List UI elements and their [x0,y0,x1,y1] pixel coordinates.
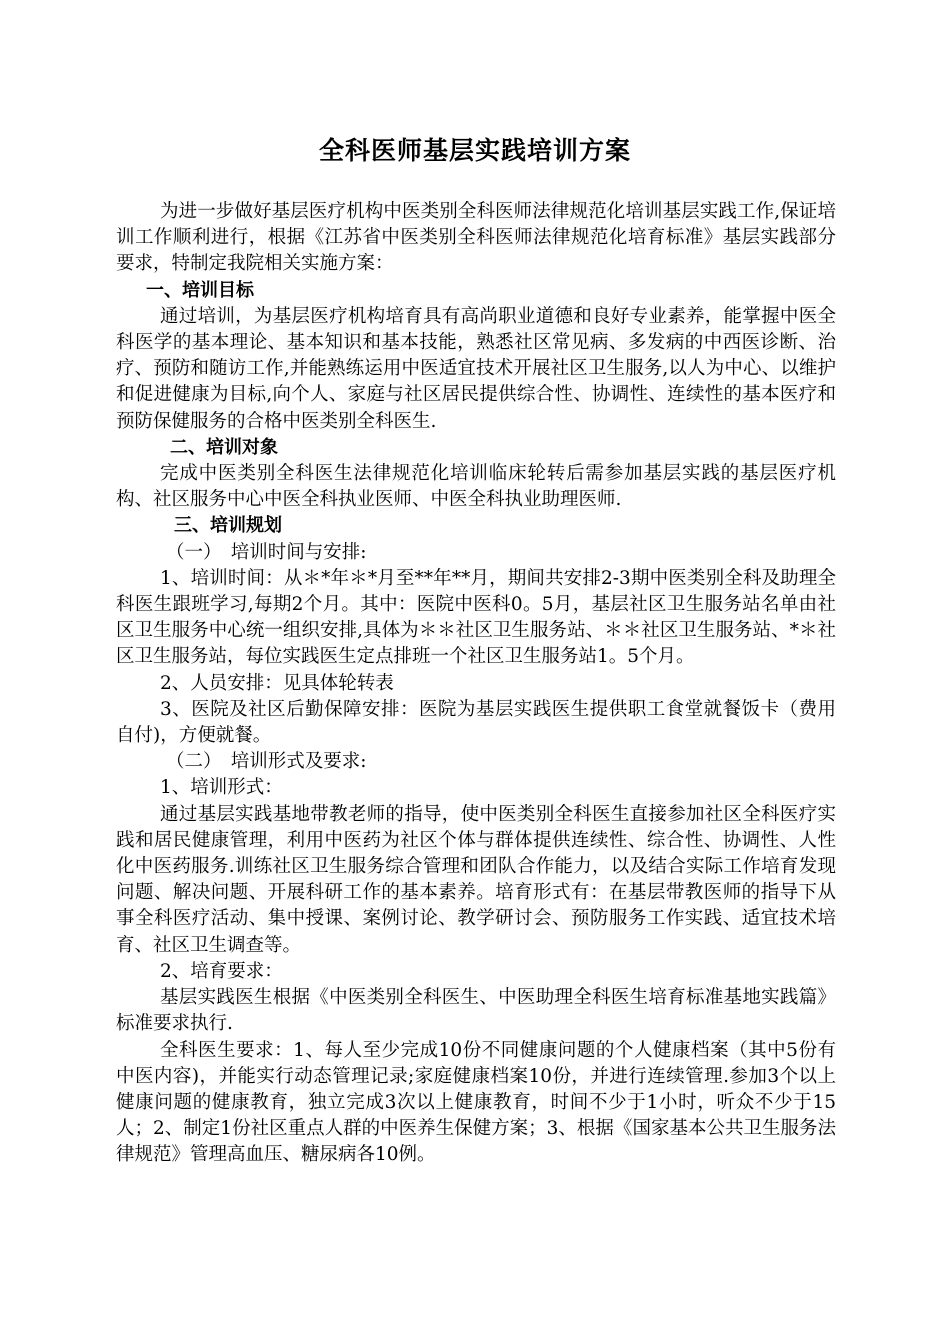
document-title: 全科医师基层实践培训方案 [318,136,631,165]
subsection-heading-schedule: （一） 培训时间与安排: [166,541,367,563]
document-body [116,199,836,1169]
intro-paragraph: 为进一步做好基层医疗机构中医类别全科医师法律规范化培训基层实践工作,保证培训工作顺利进行，根据《江苏省中医类别全科医师法律规范化培育标准》基层实践部分要求，特制定我院相关实施方案： [116,201,836,275]
requirements-paragraph: 基层实践医生根据《中医类别全科医生、中医助理全科医生培育标准基地实践篇》标准要求执行. [116,987,836,1035]
format-item-2-heading: 2、培育要求： [160,960,283,982]
schedule-item-2: 2、人员安排：见具体轮转表 [160,672,394,694]
subsection-heading-format: （二） 培训形式及要求: [166,751,367,773]
schedule-item-3: 3、医院及社区后勤保障安排：医院为基层实践医生提供职工食堂就餐饭卡（费用自付)，方便就餐。 [116,698,836,747]
gp-requirements-paragraph: 全科医生要求：1、每人至少完成10份不同健康问题的个人健康档案（其中5份有中医内容)，并能实行动态管理记录;家庭健康档案10份，并进行连续管理.参加3个以上健康问题的健康教育，独立完成3次以上健康教育，时间不少于1小时，听众不少于15人；2、制定1份社区重点人群的中医养生保健方案；3、根据《国家基本公共卫生服务法律规范》管理高血压、糖尿病各10例。 [116,1039,836,1166]
target-paragraph: 完成中医类别全科医生法律规范化培训临床轮转后需参加基层实践的基层医疗机构、社区服务中心中医全科执业医师、中医全科执业助理医师. [116,463,836,511]
format-item-1-heading: 1、培训形式： [160,777,283,799]
section-heading-target: 二、培训对象 [170,436,278,458]
format-paragraph: 通过基层实践基地带教老师的指导，使中医类别全科医生直接参加社区全科医疗实践和居民健康管理，利用中医药为社区个体与群体提供连续性、综合性、协调性、人性化中医药服务.训练社区卫生服务综合管理和团队合作能力，以及结合实际工作培育发现问题、解决问题、开展科研工作的基本素养。培育形式有：在基层带教医师的指导下从事全科医疗活动、集中授课、案例讨论、教学研讨会、预防服务工作实践、适宜技术培育、社区卫生调查等。 [116,803,836,956]
goal-paragraph: 通过培训，为基层医疗机构培育具有高尚职业道德和良好专业素养，能掌握中医全科医学的基本理论、基本知识和基本技能，熟悉社区常见病、多发病的中西医诊断、治疗、预防和随访工作,并能熟练运用中医适宜技术开展社区卫生服务,以人为中心、以维护和促进健康为目标,向个人、家庭与社区居民提供综合性、协调性、连续性的基本医疗和预防保健服务的合格中医类别全科医生. [116,305,836,432]
schedule-item-1: 1、培训时间：从＊*年＊*月至**年**月，期间共安排2-3期中医类别全科及助理全科医生跟班学习,每期2个月。其中：医院中医科0。5月，基层社区卫生服务站名单由社区卫生服务中心统一组织安排,具体为＊＊社区卫生服务站、＊＊社区卫生服务站、*＊社区卫生服务站，每位实践医生定点排班一个社区卫生服务站1。5个月。 [116,567,836,668]
section-heading-goal: 一、培训目标 [146,279,254,301]
section-heading-plan: 三、培训规划 [174,515,282,537]
